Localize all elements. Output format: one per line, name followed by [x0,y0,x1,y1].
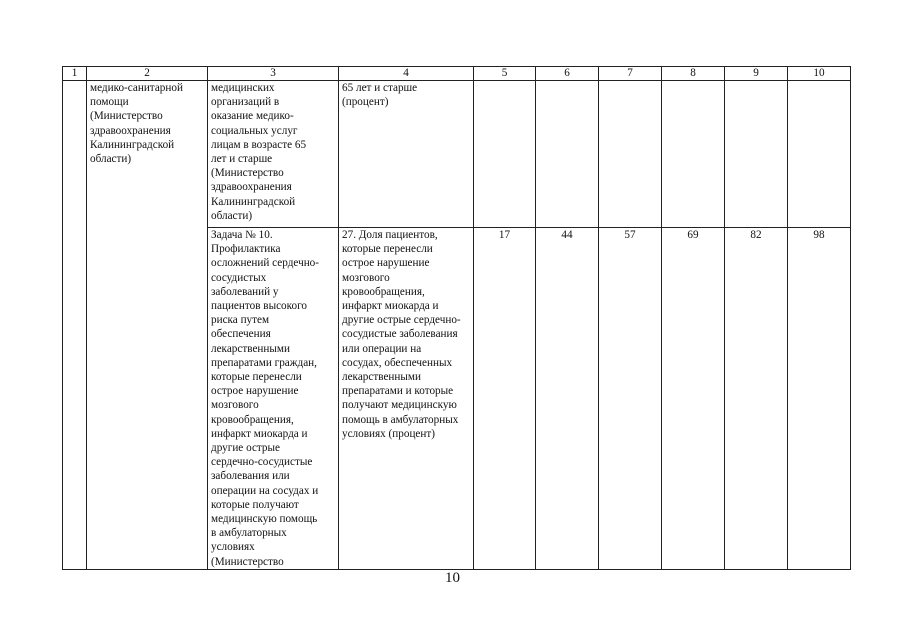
header-col-8: 8 [662,67,725,81]
value-cell [474,81,536,228]
value-cell [662,81,725,228]
value-cell [599,81,662,228]
program-text: медико-санитарной помощи (Министерство здравоохранения Калининградской области) [90,82,183,166]
header-col-6: 6 [536,67,599,81]
header-col-10: 10 [788,67,851,81]
task-text: Задача № 10. Профилактика осложнений сердечно- сосудистых заболеваний у пациентов высокого риска путем обеспечения лекарственными препаратами граждан, которые перенесли острое нарушение мозгового кровообращения, инфаркт миокарда и другие острые сердечно-сосудистые заболевания или операции на сосудах и которые получают медицинскую помощь в амбулаторных условиях (Министерство [211,229,320,568]
row-number-cell [63,81,87,570]
value-cell [536,81,599,228]
value-cell [788,81,851,228]
page-number: 10 [445,570,460,586]
indicator-table [62,66,851,570]
indicator-cell [339,228,474,570]
header-col-3: 3 [208,67,339,81]
value-cell: 69 [662,228,725,570]
task-text: медицинских организаций в оказание медико- социальных услуг лицам в возрасте 65 лет и старше (Министерство здравоохранения Калининградской области) [211,82,307,222]
header-col-9: 9 [725,67,788,81]
value-cell: 98 [788,228,851,570]
header-col-5: 5 [474,67,536,81]
header-col-1: 1 [63,67,87,81]
value-cell: 82 [725,228,788,570]
table-row [63,81,851,228]
indicator-text: 65 лет и старше (процент) [342,82,418,109]
program-cell [87,81,208,570]
column-number-row [63,67,851,81]
value-cell: 44 [536,228,599,570]
value-cell [725,81,788,228]
value-cell: 57 [599,228,662,570]
task-cell [208,228,339,570]
value-cell: 17 [474,228,536,570]
header-col-7: 7 [599,67,662,81]
indicator-cell [339,81,474,228]
header-col-2: 2 [87,67,208,81]
header-col-4: 4 [339,67,474,81]
indicator-text: 27. Доля пациентов, которые перенесли острое нарушение мозгового кровообращения, инфаркт миокарда и другие острые сердечно- сосудистые заболевания или операции на сосудах, обеспеченных лекарственными препаратами и которые получают медицинскую помощь в амбулаторных условиях (процент) [342,229,461,440]
task-cell [208,81,339,228]
